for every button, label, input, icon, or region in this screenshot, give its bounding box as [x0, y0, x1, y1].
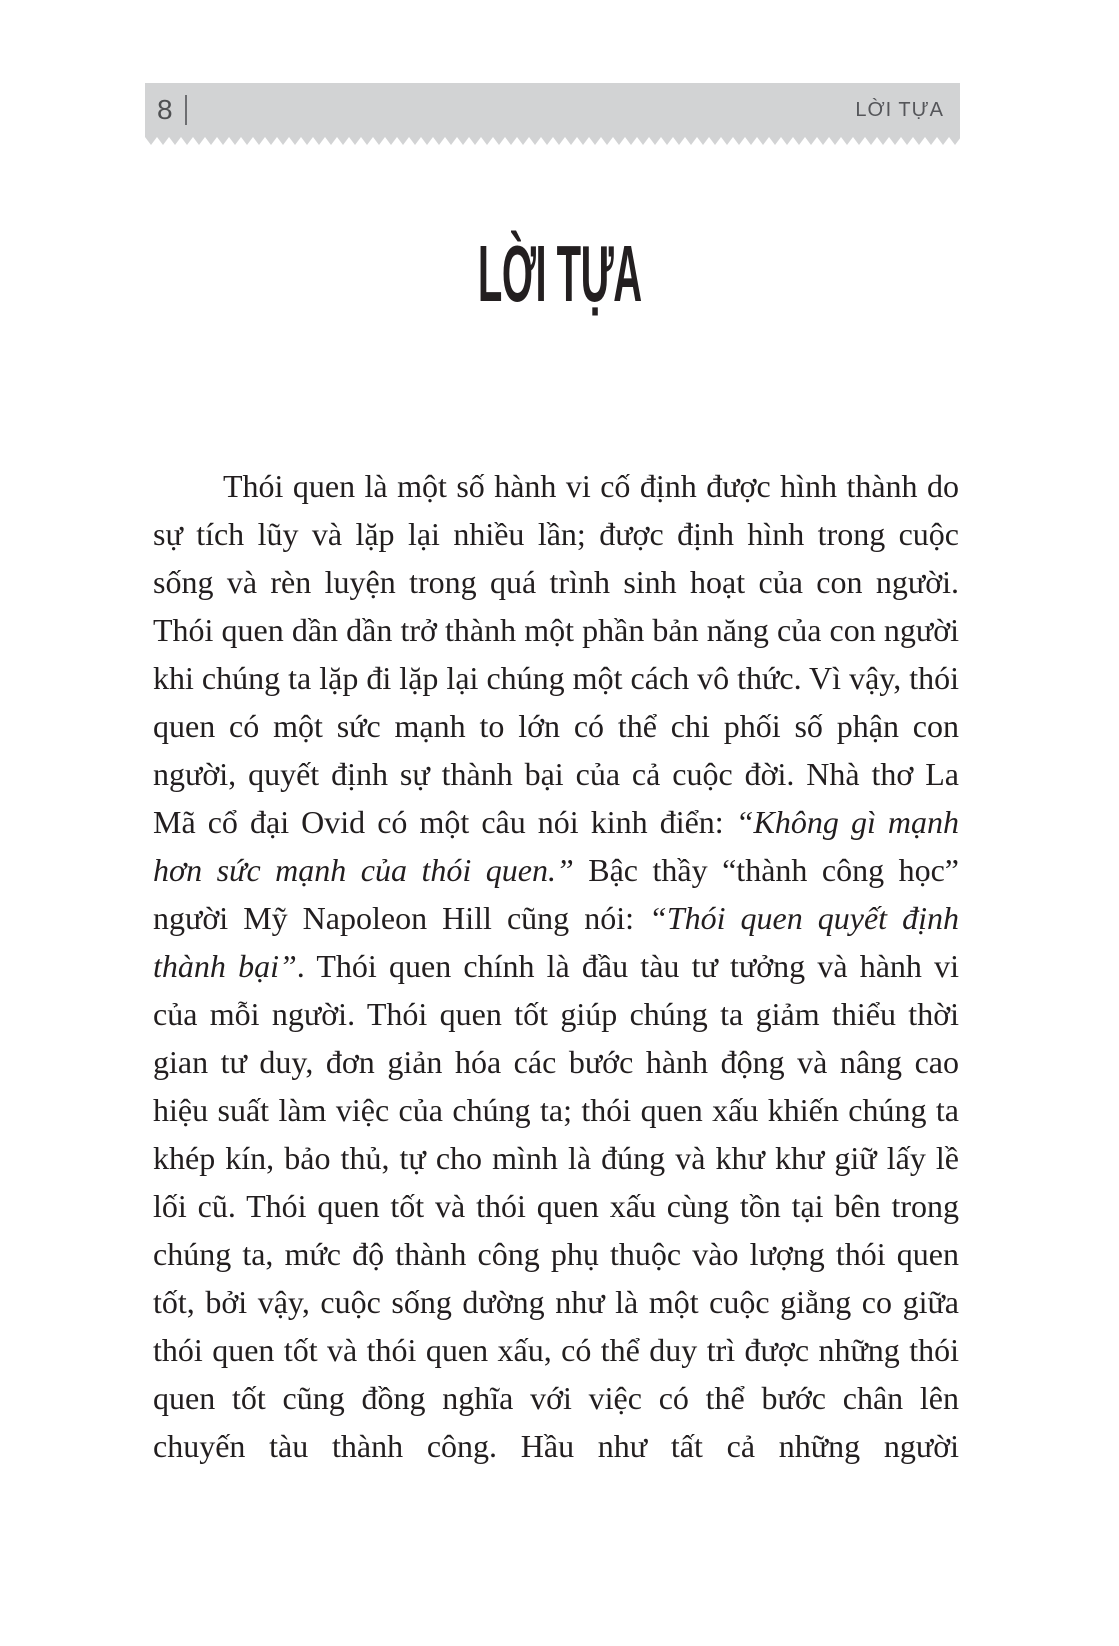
page-header [145, 83, 960, 137]
page-number-divider [185, 95, 187, 125]
running-header-title: LỜI TỰA [855, 98, 944, 121]
page-title: LỜI TỰA [477, 229, 642, 318]
quote-napoleon-hill: “Thói quen quyết định thành bại” [153, 900, 960, 984]
title-area [0, 229, 1119, 318]
body-text-segment: Bậc thầy “thành công học” người Mỹ Napoleon Hill cũng nói: [153, 852, 959, 936]
body-paragraph [153, 462, 959, 1470]
page-header-left [157, 95, 187, 125]
quote-ovid: “Không gì mạnh hơn sức mạnh của thói quen.” [153, 804, 959, 888]
page-number: 8 [157, 94, 173, 125]
zigzag-edge [145, 137, 960, 145]
body-text-segment: Thói quen là một số hành vi cố định được hình thành do sự tích lũy và lặp lại nhiều lần; được định hình trong cuộc sống và rèn luyện trong quá trình sinh hoạt của con người. Thói quen dần dần trở thành một phần bản năng của con người khi chúng ta lặp đi lặp lại chúng một cách vô thức. Vì vậy, thói quen có một sức mạnh to lớn có thể chi phối số phận con người, quyết định sự thành bại của cả cuộc đời. Nhà thơ La Mã cổ đại Ovid có một câu nói kinh điển: [153, 468, 959, 840]
body-text-segment: . Thói quen chính là đầu tàu tư tưởng và hành vi của mỗi người. Thói quen tốt giúp chúng ta giảm thiểu thời gian tư duy, đơn giản hóa các bước hành động và nâng cao hiệu suất làm việc của chúng ta; thói quen xấu khiến chúng ta khép kín, bảo thủ, tự cho mình là đúng và khư khư giữ lấy lề lối cũ. Thói quen tốt và thói quen xấu cùng tồn tại bên trong chúng ta, mức độ thành công phụ thuộc vào lượng thói quen tốt, bởi vậy, cuộc sống dường như là một cuộc giằng co giữa thói quen tốt và thói quen xấu, có thể duy trì được những thói quen tốt cũng đồng nghĩa với việc có thể bước chân lên chuyến tàu thành công. Hầu như tất cả những người [153, 948, 960, 1464]
